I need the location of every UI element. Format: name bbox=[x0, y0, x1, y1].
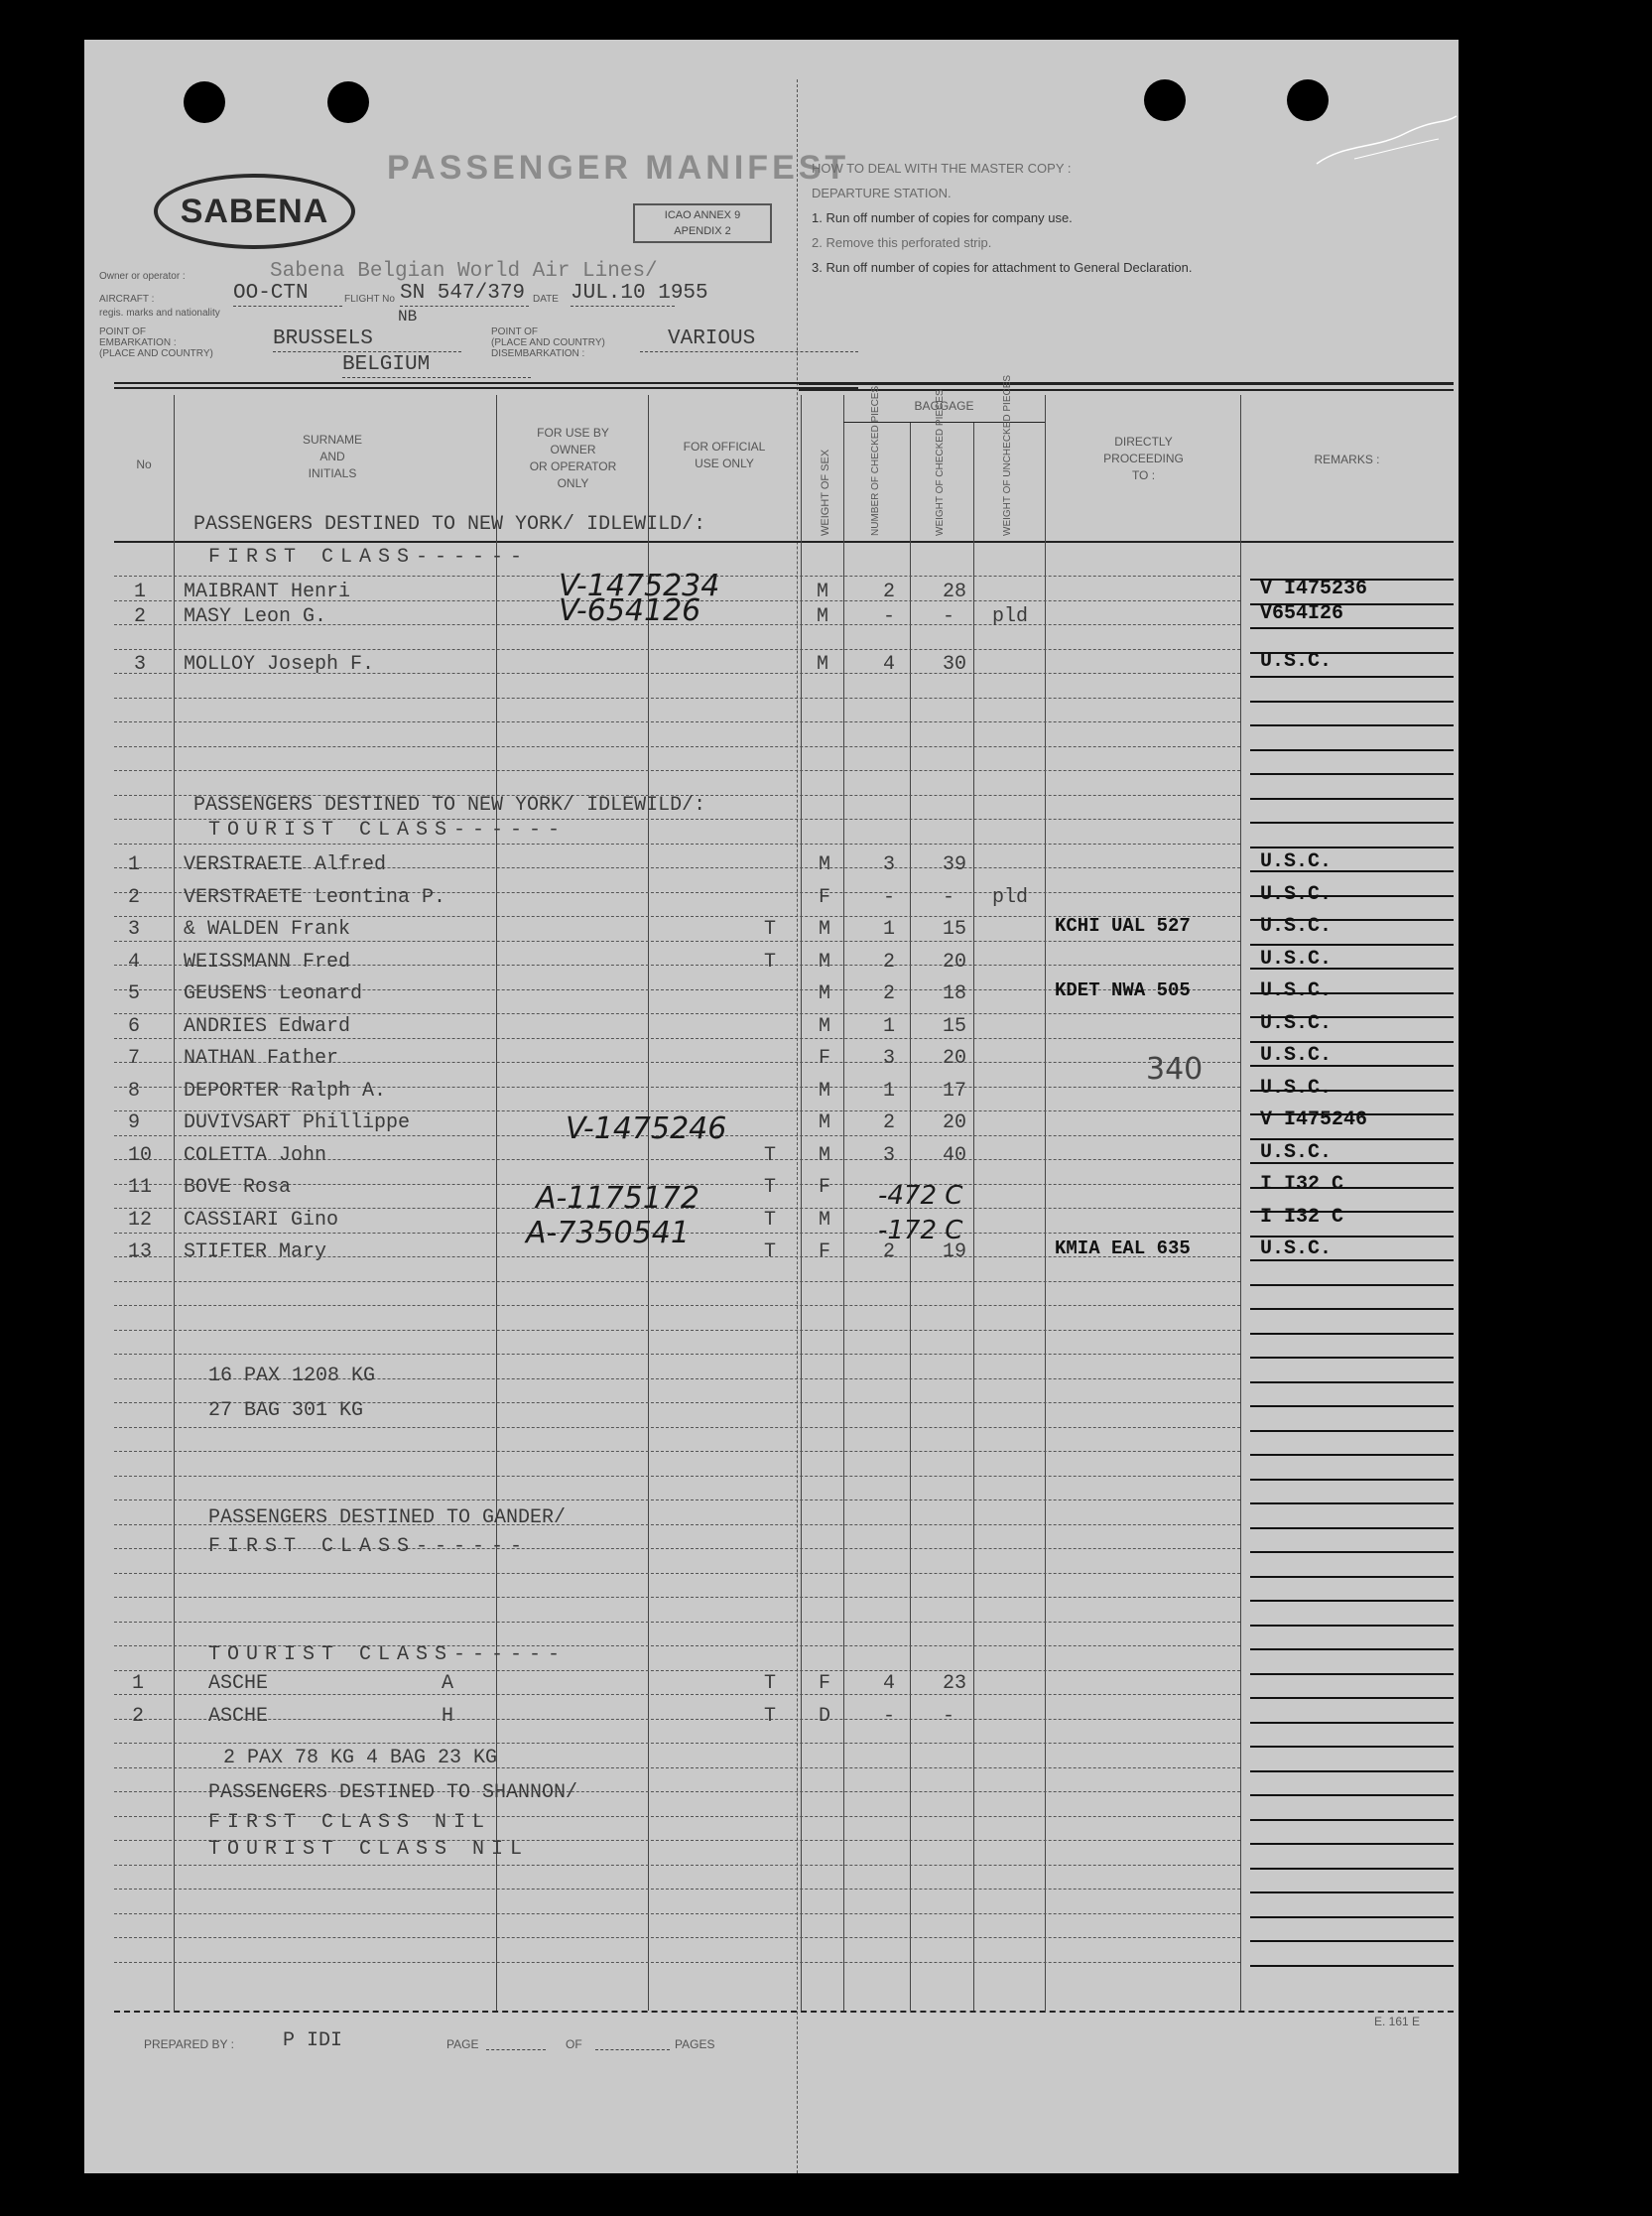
col-line: USE ONLY bbox=[695, 456, 754, 470]
row-number: 9 bbox=[128, 1111, 141, 1134]
column-divider bbox=[174, 395, 175, 2011]
row-line bbox=[114, 1913, 1240, 1914]
column-divider bbox=[843, 395, 844, 2011]
passenger-name: VERSTRAETE Alfred bbox=[184, 853, 387, 876]
section-class: TOURIST CLASS------ bbox=[208, 819, 568, 842]
tourist-mark: T bbox=[764, 951, 777, 974]
checked-weight: 15 bbox=[943, 1015, 967, 1038]
row-line bbox=[114, 1573, 1240, 1574]
header-underline bbox=[273, 351, 461, 352]
row-number: 2 bbox=[132, 1705, 145, 1728]
row-number: 6 bbox=[128, 1015, 141, 1038]
section-heading: PASSENGERS DESTINED TO SHANNON/ bbox=[208, 1781, 578, 1804]
col-line: AND bbox=[319, 450, 345, 463]
checked-weight: 17 bbox=[943, 1080, 967, 1103]
embark-value: BRUSSELS bbox=[273, 327, 373, 350]
checked-weight: 23 bbox=[943, 1672, 967, 1695]
passenger-name: GEUSENS Leonard bbox=[184, 982, 363, 1005]
col-line: DIRECTLY bbox=[1114, 435, 1173, 449]
col-line: FOR USE BY bbox=[537, 426, 609, 440]
sex: M bbox=[819, 853, 831, 876]
remark: U.S.C. bbox=[1260, 1044, 1333, 1067]
regis-label: regis. marks and nationality bbox=[99, 308, 220, 319]
header-underline bbox=[400, 306, 529, 307]
perforation-line bbox=[797, 79, 798, 2173]
row-line bbox=[114, 721, 1240, 722]
col-surname bbox=[253, 432, 412, 482]
embark-country: BELGIUM bbox=[342, 353, 431, 376]
checked-pieces: 1 bbox=[883, 1015, 896, 1038]
remarks-line bbox=[1250, 847, 1454, 848]
checked-weight: 40 bbox=[943, 1144, 967, 1167]
checked-weight: 20 bbox=[943, 1111, 967, 1134]
row-line bbox=[114, 1694, 1240, 1695]
header-underline bbox=[342, 377, 531, 378]
passenger-name: WEISSMANN Fred bbox=[184, 951, 351, 974]
row-number: 1 bbox=[132, 1672, 145, 1695]
handwritten-visa: V-1475234 bbox=[559, 569, 720, 603]
remarks-line bbox=[1250, 1527, 1454, 1529]
col-unchecked-weight: WEIGHT OF UNCHECKED PIECES bbox=[1002, 374, 1013, 536]
remarks-line bbox=[1250, 627, 1454, 629]
passenger-name: ANDRIES Edward bbox=[184, 1015, 351, 1038]
checked-weight: 19 bbox=[943, 1240, 967, 1263]
remarks-line bbox=[1250, 1794, 1454, 1796]
remark: U.S.C. bbox=[1260, 1077, 1333, 1100]
checked-pieces: 1 bbox=[883, 918, 896, 941]
handwritten-visa: -172 C bbox=[878, 1216, 963, 1245]
col-owner-use bbox=[506, 425, 640, 492]
handwritten-visa: -472 C bbox=[878, 1181, 963, 1211]
remarks-line bbox=[1250, 1819, 1454, 1821]
proceeding-to: KCHI UAL 527 bbox=[1055, 915, 1191, 937]
row-number: 2 bbox=[134, 605, 147, 628]
sex: F bbox=[819, 1047, 831, 1070]
checked-pieces: - bbox=[883, 605, 896, 628]
passenger-initial: A bbox=[442, 1672, 454, 1695]
passenger-name: COLETTA John bbox=[184, 1144, 327, 1167]
remarks-line bbox=[1250, 1479, 1454, 1481]
gander-totals: 2 PAX 78 KG 4 BAG 23 KG bbox=[223, 1747, 498, 1769]
remarks-line bbox=[1250, 1284, 1454, 1286]
row-line bbox=[114, 1962, 1240, 1963]
header-underline bbox=[640, 351, 858, 352]
col-remarks: REMARKS : bbox=[1314, 453, 1380, 466]
punch-hole bbox=[184, 81, 225, 123]
table-top-rule bbox=[114, 382, 858, 384]
tourist-mark: T bbox=[764, 1144, 777, 1167]
row-number: 11 bbox=[128, 1176, 153, 1199]
passenger-name: BOVE Rosa bbox=[184, 1176, 292, 1199]
remarks-line bbox=[1250, 676, 1454, 678]
remark: U.S.C. bbox=[1260, 850, 1333, 873]
checked-weight: - bbox=[943, 886, 955, 909]
header-underline bbox=[233, 306, 342, 307]
section-class: TOURIST CLASS------ bbox=[208, 1643, 568, 1666]
handwritten-visa: A-1175172 bbox=[536, 1181, 699, 1216]
row-line bbox=[114, 1719, 1240, 1720]
table-top-rule bbox=[799, 382, 1454, 385]
remarks-line bbox=[1250, 1600, 1454, 1602]
checked-pieces: 4 bbox=[883, 1672, 896, 1695]
row-line bbox=[114, 649, 1240, 650]
paper-fiber bbox=[1315, 104, 1459, 174]
col-line: INITIALS bbox=[308, 466, 357, 480]
row-line bbox=[114, 1354, 1240, 1355]
checked-pieces: 2 bbox=[883, 1240, 896, 1263]
sex: F bbox=[819, 886, 831, 909]
column-divider bbox=[1045, 395, 1046, 2011]
instr-line: HOW TO DEAL WITH THE MASTER COPY : bbox=[812, 161, 1072, 176]
sabena-logo: SABENA bbox=[154, 174, 355, 249]
flight-value: SN 547/379 bbox=[400, 282, 526, 305]
row-number: 4 bbox=[128, 951, 141, 974]
row-number: 1 bbox=[134, 581, 147, 603]
disembark-value: VARIOUS bbox=[668, 327, 756, 350]
label-line: POINT OF bbox=[99, 326, 147, 337]
passenger-name: ASCHE bbox=[208, 1672, 269, 1695]
sex: M bbox=[819, 918, 831, 941]
punch-hole bbox=[1144, 79, 1186, 121]
proceeding-to: KDET NWA 505 bbox=[1055, 979, 1191, 1001]
row-line bbox=[114, 1622, 1240, 1623]
row-line bbox=[114, 1013, 1240, 1014]
checked-weight: 30 bbox=[943, 653, 967, 676]
flight-label: FLIGHT No bbox=[344, 294, 395, 305]
row-line bbox=[114, 1889, 1240, 1890]
remarks-line bbox=[1250, 1891, 1454, 1893]
column-divider bbox=[801, 395, 802, 2011]
icao-line: APENDIX 2 bbox=[674, 225, 731, 237]
remarks-line bbox=[1250, 1454, 1454, 1456]
remarks-line bbox=[1250, 798, 1454, 800]
table-top-rule bbox=[114, 387, 858, 389]
date-value: JUL.10 1955 bbox=[571, 282, 708, 305]
handwritten-visa: A-7350541 bbox=[526, 1216, 690, 1250]
checked-weight: - bbox=[943, 605, 955, 628]
row-number: 7 bbox=[128, 1047, 141, 1070]
date-label: DATE bbox=[533, 294, 559, 305]
sex: M bbox=[817, 581, 829, 603]
remarks-line bbox=[1250, 1722, 1454, 1724]
col-weight-sex: WEIGHT OF SEX bbox=[820, 449, 831, 536]
sex: M bbox=[819, 982, 831, 1005]
checked-pieces: 3 bbox=[883, 1144, 896, 1167]
label-line: POINT OF bbox=[491, 326, 539, 337]
row-number: 5 bbox=[128, 982, 141, 1005]
section-heading: PASSENGERS DESTINED TO NEW YORK/ IDLEWILD/: bbox=[193, 513, 706, 536]
section-class: FIRST CLASS------ bbox=[208, 546, 530, 569]
remarks-line bbox=[1250, 773, 1454, 775]
table-top-rule bbox=[799, 389, 1454, 391]
pages-label: PAGES bbox=[675, 2037, 715, 2051]
col-baggage: BAGGAGE bbox=[914, 399, 974, 413]
tourist-mark: T bbox=[764, 1240, 777, 1263]
row-number: 13 bbox=[128, 1240, 153, 1263]
unchecked-weight: pld bbox=[992, 605, 1029, 628]
row-line bbox=[114, 1281, 1240, 1282]
col-line: ONLY bbox=[557, 476, 589, 490]
unchecked-weight: pld bbox=[992, 886, 1029, 909]
owner-label: Owner or operator : bbox=[99, 271, 186, 282]
checked-pieces: 2 bbox=[883, 982, 896, 1005]
checked-weight: 39 bbox=[943, 853, 967, 876]
remark: V I475246 bbox=[1260, 1108, 1368, 1131]
handwritten-visa: V-1475246 bbox=[566, 1111, 727, 1146]
sex: M bbox=[819, 1209, 831, 1232]
checked-weight: 18 bbox=[943, 982, 967, 1005]
table-bottom-rule bbox=[114, 2011, 1454, 2013]
header-underline bbox=[571, 306, 675, 307]
passenger-name: & WALDEN Frank bbox=[184, 918, 351, 941]
remarks-line bbox=[1250, 1916, 1454, 1918]
row-line bbox=[114, 770, 1240, 771]
row-number: 2 bbox=[128, 886, 141, 909]
totals-pax: 16 PAX 1208 KG bbox=[208, 1365, 376, 1387]
checked-pieces: 2 bbox=[883, 1111, 896, 1134]
checked-pieces: 1 bbox=[883, 1080, 896, 1103]
remark: U.S.C. bbox=[1260, 915, 1333, 938]
remarks-line bbox=[1250, 1502, 1454, 1504]
column-divider bbox=[973, 422, 974, 2011]
remarks-line bbox=[1250, 1648, 1454, 1650]
label-line: (PLACE AND COUNTRY) bbox=[99, 348, 213, 359]
section-class: FIRST CLASS------ bbox=[208, 1535, 530, 1558]
totals-bag: 27 BAG 301 KG bbox=[208, 1399, 364, 1422]
row-number: 3 bbox=[128, 918, 141, 941]
remarks-line bbox=[1250, 822, 1454, 824]
row-line bbox=[114, 1865, 1240, 1866]
tourist-mark: T bbox=[764, 1705, 777, 1728]
checked-weight: - bbox=[943, 1705, 955, 1728]
page-line bbox=[486, 2049, 546, 2050]
remarks-line bbox=[1250, 1576, 1454, 1578]
checked-weight: 20 bbox=[943, 1047, 967, 1070]
remarks-line bbox=[1250, 1940, 1454, 1942]
tourist-mark: T bbox=[764, 1176, 777, 1199]
checked-weight: 20 bbox=[943, 951, 967, 974]
section-class: TOURIST CLASS NIL bbox=[208, 1838, 530, 1861]
aircraft-value: OO-CTN bbox=[233, 282, 309, 305]
remarks-line bbox=[1250, 1868, 1454, 1870]
passenger-name: MOLLOY Joseph F. bbox=[184, 653, 375, 676]
col-line: FOR OFFICIAL bbox=[683, 440, 766, 454]
checked-pieces: 3 bbox=[883, 1047, 896, 1070]
col-line: PROCEEDING bbox=[1103, 452, 1184, 465]
remarks-line bbox=[1250, 1041, 1454, 1043]
checked-pieces: 2 bbox=[883, 951, 896, 974]
col-official-use bbox=[655, 439, 794, 472]
pages-line bbox=[595, 2049, 670, 2050]
column-divider bbox=[1240, 395, 1241, 2011]
remark: I I32 C bbox=[1260, 1173, 1344, 1196]
row-number: 3 bbox=[134, 653, 147, 676]
remark: U.S.C. bbox=[1260, 650, 1333, 673]
checked-pieces: - bbox=[883, 1705, 896, 1728]
remarks-line bbox=[1250, 1843, 1454, 1845]
passenger-name: CASSIARI Gino bbox=[184, 1209, 339, 1232]
prepared-value: P IDI bbox=[283, 2029, 343, 2052]
col-line: OR OPERATOR bbox=[529, 459, 617, 473]
remarks-line bbox=[1250, 1333, 1454, 1335]
passenger-name: MAIBRANT Henri bbox=[184, 581, 351, 603]
row-line bbox=[114, 1670, 1240, 1671]
col-no: No bbox=[136, 457, 152, 471]
handwritten-note: 340 bbox=[1146, 1052, 1204, 1087]
passenger-name: STIFTER Mary bbox=[184, 1240, 327, 1263]
icao-line: ICAO ANNEX 9 bbox=[664, 209, 741, 221]
label-line: DISEMBARKATION : bbox=[491, 348, 585, 359]
embark-label bbox=[99, 326, 213, 359]
sex: M bbox=[819, 1111, 831, 1134]
col-checked-weight: WEIGHT OF CHECKED PIECES bbox=[935, 389, 946, 536]
remarks-line bbox=[1250, 724, 1454, 726]
row-number: 10 bbox=[128, 1144, 153, 1167]
remark: U.S.C. bbox=[1260, 1238, 1333, 1260]
instr-line: 2. Remove this perforated strip. bbox=[812, 235, 992, 250]
row-line bbox=[114, 1305, 1240, 1306]
remark: V I475236 bbox=[1260, 578, 1368, 600]
remark: U.S.C. bbox=[1260, 1012, 1333, 1035]
section-class: FIRST CLASS NIL bbox=[208, 1811, 492, 1834]
owner-value: Sabena Belgian World Air Lines/ bbox=[270, 260, 658, 283]
passenger-name: NATHAN Father bbox=[184, 1047, 339, 1070]
checked-weight: 15 bbox=[943, 918, 967, 941]
sex: F bbox=[819, 1240, 831, 1263]
tourist-mark: T bbox=[764, 918, 777, 941]
sex: M bbox=[819, 1144, 831, 1167]
remarks-line bbox=[1250, 701, 1454, 703]
row-line bbox=[114, 1427, 1240, 1428]
row-line bbox=[114, 1330, 1240, 1331]
sex: F bbox=[819, 1176, 831, 1199]
sex: M bbox=[819, 951, 831, 974]
row-number: 12 bbox=[128, 1209, 153, 1232]
row-line bbox=[114, 1937, 1240, 1938]
form-number: E. 161 E bbox=[1374, 2015, 1421, 2028]
aircraft-label: AIRCRAFT : bbox=[99, 294, 155, 305]
col-line: SURNAME bbox=[302, 433, 362, 447]
sex: M bbox=[817, 653, 829, 676]
sex: F bbox=[819, 1672, 831, 1695]
prepared-label: PREPARED BY : bbox=[144, 2037, 234, 2051]
remarks-line bbox=[1250, 1746, 1454, 1748]
row-line bbox=[114, 844, 1240, 845]
remarks-line bbox=[1250, 1965, 1454, 1967]
col-proceeding bbox=[1052, 434, 1235, 484]
remarks-line bbox=[1250, 1405, 1454, 1407]
instr-line: DEPARTURE STATION. bbox=[812, 186, 952, 200]
remark: I I32 C bbox=[1260, 1206, 1344, 1229]
tourist-mark: T bbox=[764, 1672, 777, 1695]
checked-pieces: 2 bbox=[883, 581, 896, 603]
of-label: OF bbox=[566, 2037, 582, 2051]
table-header-rule bbox=[114, 541, 1454, 543]
manifest-sheet bbox=[84, 40, 1459, 2173]
remarks-line bbox=[1250, 1625, 1454, 1627]
remark: U.S.C. bbox=[1260, 979, 1333, 1002]
remarks-line bbox=[1250, 1551, 1454, 1553]
label-line: EMBARKATION : bbox=[99, 337, 177, 348]
passenger-name: ASCHE bbox=[208, 1705, 269, 1728]
checked-pieces: 3 bbox=[883, 853, 896, 876]
checked-weight: 28 bbox=[943, 581, 967, 603]
remark: U.S.C. bbox=[1260, 1141, 1333, 1164]
remark: V654I26 bbox=[1260, 602, 1344, 625]
section-heading: PASSENGERS DESTINED TO GANDER/ bbox=[208, 1506, 567, 1529]
icao-box bbox=[633, 203, 772, 243]
passenger-initial: H bbox=[442, 1705, 454, 1728]
col-line: TO : bbox=[1131, 468, 1156, 482]
remarks-line bbox=[1250, 1138, 1454, 1140]
col-line: OWNER bbox=[550, 443, 596, 456]
passenger-name: DEPORTER Ralph A. bbox=[184, 1080, 387, 1103]
page-label: PAGE bbox=[446, 2037, 479, 2051]
row-line bbox=[114, 1451, 1240, 1452]
row-line bbox=[114, 698, 1240, 699]
instructions bbox=[812, 156, 1192, 280]
checked-pieces: 4 bbox=[883, 653, 896, 676]
proceeding-to: KMIA EAL 635 bbox=[1055, 1238, 1191, 1259]
sex: D bbox=[819, 1705, 831, 1728]
row-line bbox=[114, 746, 1240, 747]
remarks-line bbox=[1250, 944, 1454, 946]
sex: M bbox=[819, 1080, 831, 1103]
sex: M bbox=[817, 605, 829, 628]
instr-line: 3. Run off number of copies for attachment to General Declaration. bbox=[812, 260, 1193, 275]
col-checked-pieces: NUMBER OF CHECKED PIECES bbox=[870, 385, 881, 536]
remarks-line bbox=[1250, 1673, 1454, 1675]
passenger-name: DUVIVSART Phillippe bbox=[184, 1111, 411, 1134]
instr-line: 1. Run off number of copies for company use. bbox=[812, 210, 1073, 225]
remarks-line bbox=[1250, 749, 1454, 751]
row-line bbox=[114, 1743, 1240, 1744]
checked-pieces: - bbox=[883, 886, 896, 909]
label-line: (PLACE AND COUNTRY) bbox=[491, 337, 605, 348]
remarks-line bbox=[1250, 1381, 1454, 1383]
section-heading: PASSENGERS DESTINED TO NEW YORK/ IDLEWILD/: bbox=[193, 794, 706, 817]
remarks-line bbox=[1250, 1430, 1454, 1432]
page-title: PASSENGER MANIFEST bbox=[387, 149, 850, 187]
handwritten-visa: V-654126 bbox=[559, 593, 701, 628]
sex: M bbox=[819, 1015, 831, 1038]
row-number: 8 bbox=[128, 1080, 141, 1103]
remarks-line bbox=[1250, 1770, 1454, 1772]
row-number: 1 bbox=[128, 853, 141, 876]
tourist-mark: T bbox=[764, 1209, 777, 1232]
remarks-line bbox=[1250, 1697, 1454, 1699]
punch-hole bbox=[327, 81, 369, 123]
remarks-line bbox=[1250, 1308, 1454, 1310]
row-line bbox=[114, 1597, 1240, 1598]
remark: U.S.C. bbox=[1260, 948, 1333, 971]
disembark-label bbox=[491, 326, 605, 359]
row-line bbox=[114, 1499, 1240, 1500]
passenger-name: VERSTRAETE Leontina P. bbox=[184, 886, 446, 909]
row-line bbox=[114, 1476, 1240, 1477]
remarks-line bbox=[1250, 1357, 1454, 1359]
passenger-name: MASY Leon G. bbox=[184, 605, 327, 628]
flight-sub: NB bbox=[398, 308, 418, 326]
remark: U.S.C. bbox=[1260, 883, 1333, 906]
